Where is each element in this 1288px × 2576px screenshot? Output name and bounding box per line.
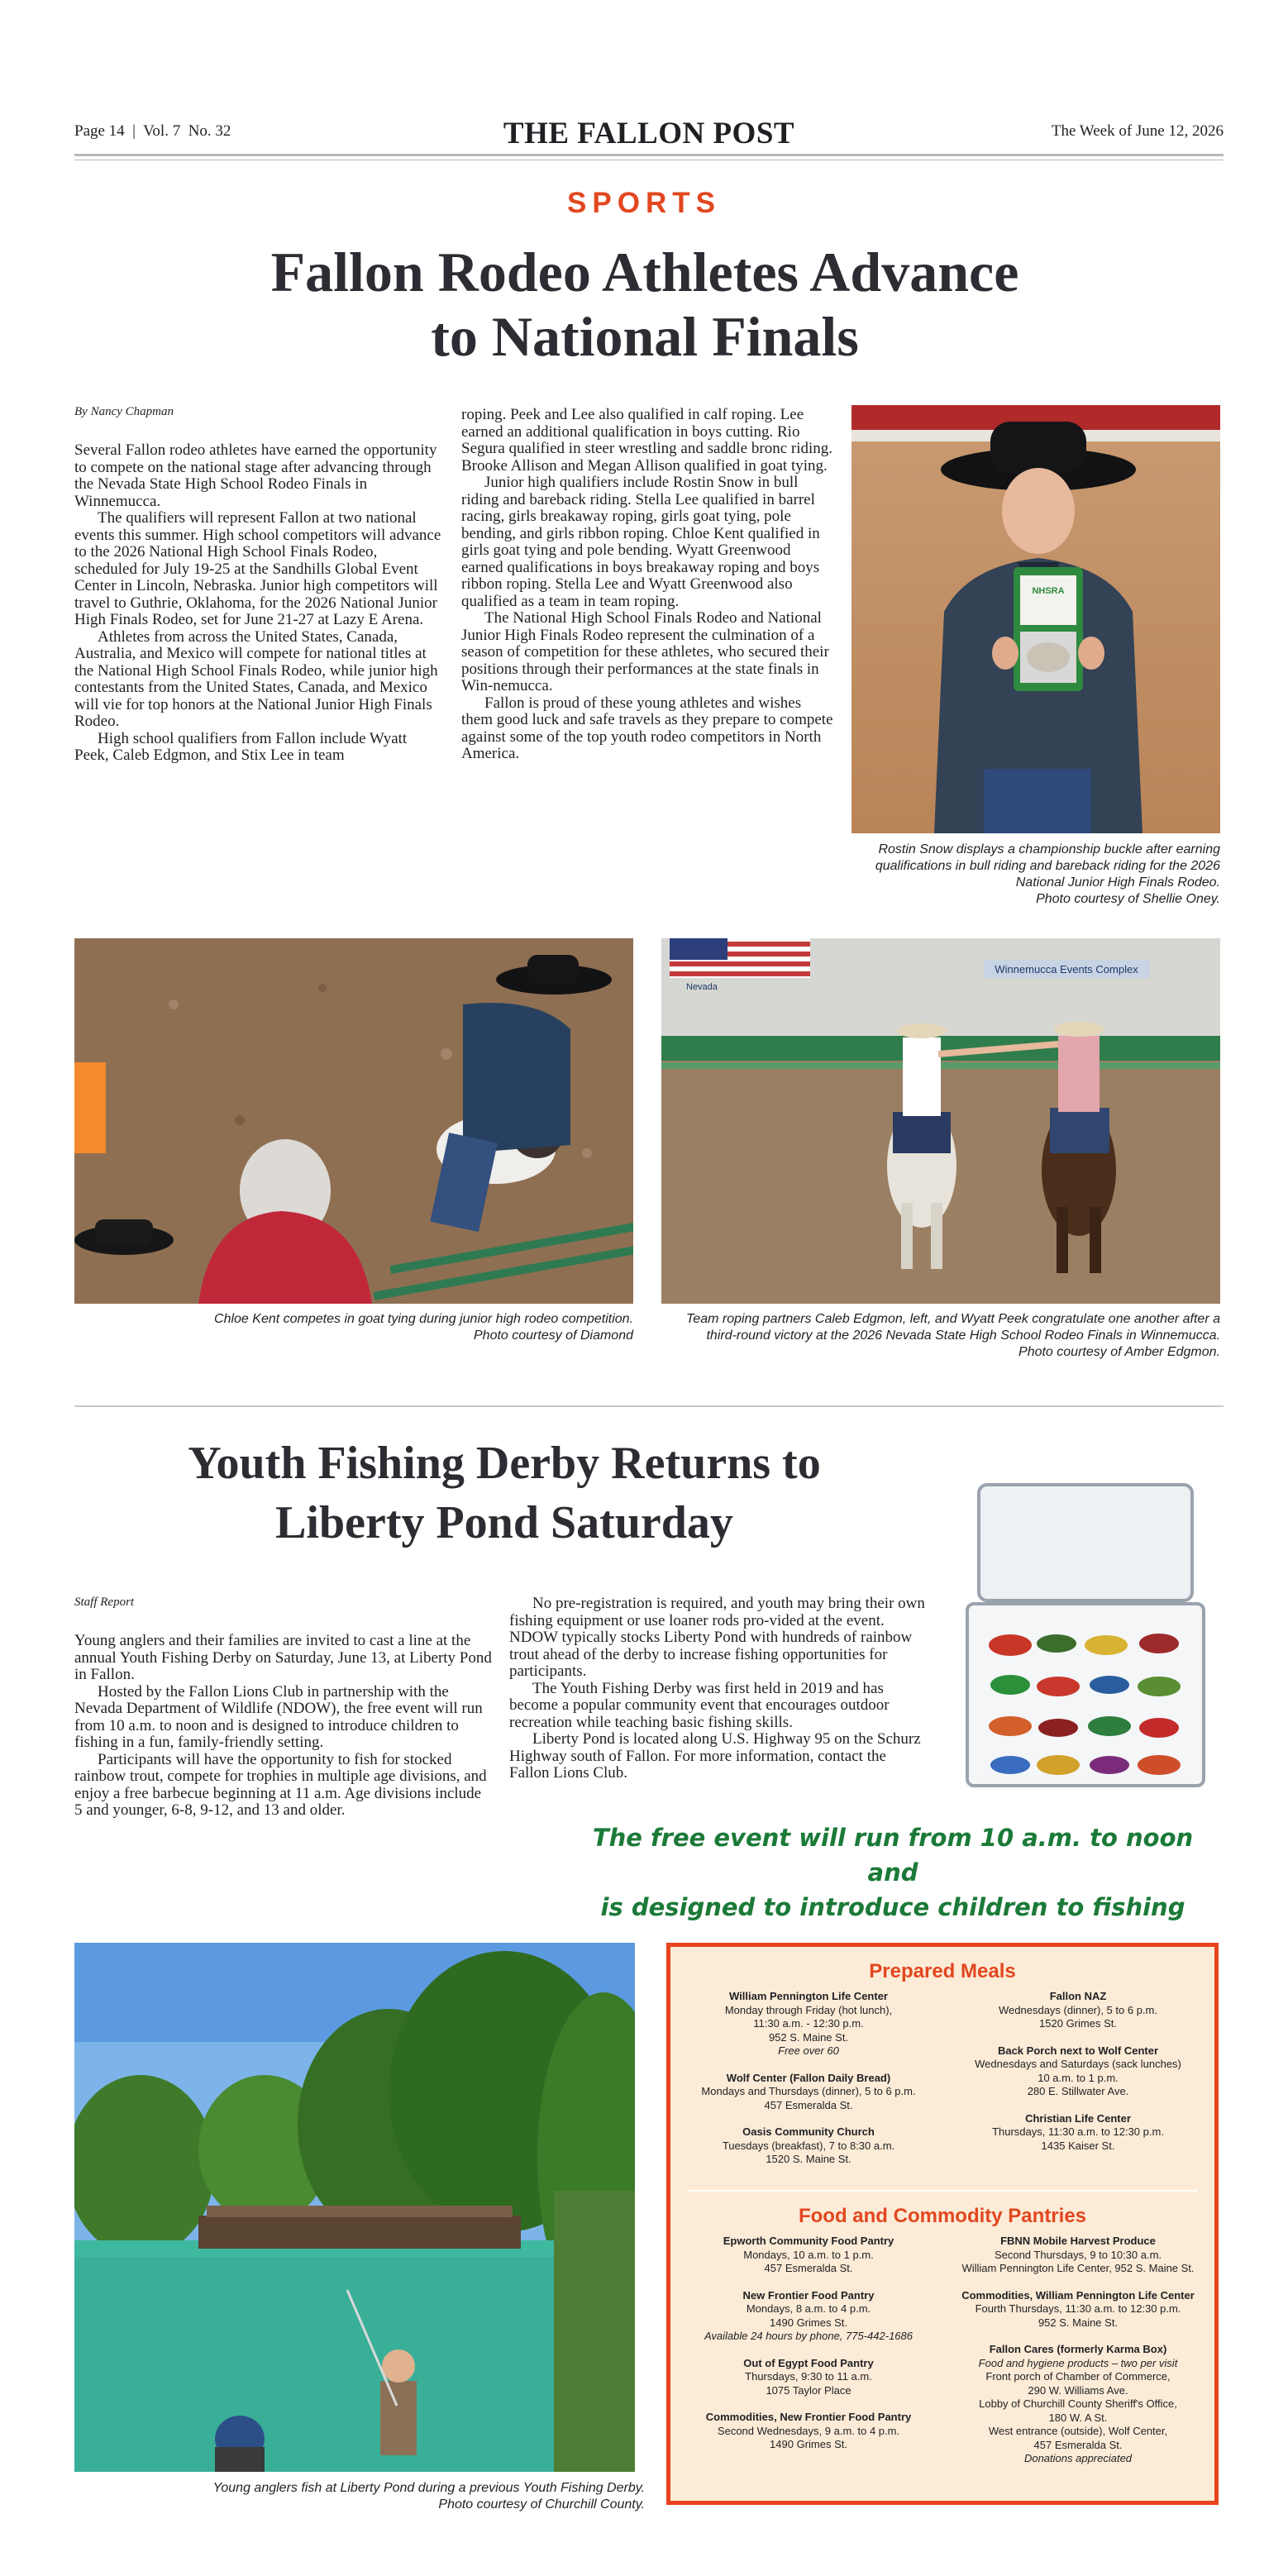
paragraph: The Youth Fishing Derby was first held in 2019 and has become a popular community event that encourages outdoor recreation while teaching basic fishing skills. bbox=[509, 1679, 890, 1731]
entry-name: Epworth Community Food Pantry bbox=[723, 2235, 894, 2247]
paragraph: The National High School Finals Rodeo and National Junior High Finals Rodeo represent the culmination of a season of competition for these athletes, who secured their positions through their performances at the state finals in Win-nemucca. bbox=[461, 609, 829, 694]
paragraph: Liberty Pond is located along U.S. Highway 95 on the Schurz Highway south of Fallon. For more information, contact the Fallon Lions Club. bbox=[509, 1730, 921, 1782]
entry-line: 1520 Grimes St. bbox=[1039, 2017, 1117, 2030]
buckle-text: NHSRA bbox=[1032, 586, 1065, 596]
entry-name: FBNN Mobile Harvest Produce bbox=[1000, 2235, 1156, 2247]
pull-quote-line: is designed to introduce children to fishing bbox=[600, 1893, 1185, 1921]
article1-column-1 bbox=[74, 442, 442, 765]
photo-chloe-kent bbox=[74, 938, 633, 1304]
arena-riders-image bbox=[661, 938, 1220, 1304]
entry-line: 11:30 a.m. - 12:30 p.m. bbox=[753, 2017, 864, 2030]
entry-line: 1435 Kaiser St. bbox=[1041, 2139, 1115, 2152]
entry-line: West entrance (outside), Wolf Center, bbox=[988, 2425, 1168, 2437]
caption-line: Rostin Snow displays a championship buckle after earning bbox=[878, 842, 1220, 856]
pantry-entry bbox=[947, 2235, 1209, 2276]
entry-name: Oasis Community Church bbox=[742, 2125, 875, 2138]
entry-name: Christian Life Center bbox=[1025, 2111, 1131, 2125]
pond-image bbox=[74, 1943, 635, 2472]
byline: Staff Report bbox=[74, 1596, 135, 1609]
photo-rostin-snow bbox=[852, 405, 1220, 833]
entry-line: Thursdays, 9:30 to 11 a.m. bbox=[745, 2370, 872, 2383]
entry-line: Mondays, 10 a.m. to 1 p.m. bbox=[743, 2248, 874, 2261]
caption-line: qualifications in bull riding and bareback riding for the 2026 bbox=[875, 859, 1220, 873]
entry-line: Mondays and Thursdays (dinner), 5 to 6 p.m. bbox=[701, 2085, 916, 2097]
section-label: SPORTS bbox=[567, 187, 721, 219]
entry-name: Commodities, New Frontier Food Pantry bbox=[705, 2411, 912, 2423]
masthead bbox=[74, 116, 1224, 155]
paragraph: Participants will have the opportunity to fish for stocked rainbow trout, compete for trophies in multiple age divisions, and enjoy a free barbecue beginning at 11 a.m. Age divisions include 5 and younger, 6-8, 9-12, and 13 and older. bbox=[74, 1750, 487, 1819]
entry-line: Lobby of Churchill County Sheriff's Office, bbox=[979, 2397, 1177, 2410]
paragraph: roping. Peek and Lee also qualified in calf roping. Lee earned an additional qualification in boys cutting. Rio Segura qualified in steer wrestling and saddle bronc riding. Brooke Allison and Megan Allison qualified in goat tying. bbox=[461, 406, 833, 475]
food-resources-box bbox=[666, 1943, 1219, 2505]
arena-sign: Winnemucca Events Complex bbox=[995, 963, 1138, 976]
entry-line: 290 W. Williams Ave. bbox=[1028, 2383, 1128, 2397]
entry-line: 180 W. A St. bbox=[1048, 2411, 1108, 2424]
entry-line: 280 E. Stillwater Ave. bbox=[1027, 2085, 1129, 2097]
article1-column-2 bbox=[461, 407, 833, 763]
article2-column-2 bbox=[509, 1596, 927, 1782]
entry-line: Thursdays, 11:30 a.m. to 12:30 p.m. bbox=[992, 2125, 1164, 2138]
entry-name: Fallon NAZ bbox=[1049, 1990, 1107, 2002]
pantries-title: Food and Commodity Pantries bbox=[798, 2205, 1087, 2227]
tackle-box-image bbox=[951, 1480, 1224, 1810]
meal-entry bbox=[947, 1990, 1209, 2031]
entry-line: Tuesdays (breakfast), 7 to 8:30 a.m. bbox=[722, 2139, 895, 2152]
paragraph: Several Fallon rodeo athletes have earned the opportunity to compete on the national stage after advancing through the Nevada State High School Rodeo Finals in Winnemucca. bbox=[74, 441, 437, 510]
entry-line: 10 a.m. to 1 p.m. bbox=[1038, 2071, 1119, 2084]
masthead-rule bbox=[74, 154, 1224, 156]
rodeo-portrait-image bbox=[852, 405, 1220, 833]
caption-line: Chloe Kent competes in goat tying during junior high rodeo competition. bbox=[214, 1312, 633, 1326]
entry-name: William Pennington Life Center bbox=[728, 1990, 888, 2002]
entry-name: Commodities, William Pennington Life Center bbox=[961, 2288, 1195, 2302]
caption-line: Photo courtesy of Shellie Oney. bbox=[1036, 892, 1220, 906]
section-divider bbox=[74, 1405, 1224, 1407]
entry-line: Second Thursdays, 9 to 10:30 a.m. bbox=[994, 2248, 1162, 2261]
entry-name: Out of Egypt Food Pantry bbox=[743, 2356, 874, 2369]
pantry-entry bbox=[947, 2289, 1209, 2330]
pull-quote bbox=[579, 1820, 1207, 1925]
headline-line: to National Finals bbox=[431, 305, 859, 368]
caption-line: third-round victory at the 2026 Nevada State High School Rodeo Finals in Winnemucca. bbox=[706, 1329, 1220, 1343]
pantries-right-column bbox=[947, 2235, 1209, 2466]
entry-line: 457 Esmeralda St. bbox=[764, 2098, 853, 2111]
issue-date: The Week of June 12, 2026 bbox=[1051, 122, 1224, 140]
paragraph: High school qualifiers from Fallon include Wyatt Peek, Caleb Edgmon, and Stix Lee in team bbox=[74, 729, 408, 764]
caption-line: Photo courtesy of Diamond bbox=[474, 1329, 633, 1343]
paragraph: No pre-registration is required, and youth may bring their own fishing equipment or use loaner rods pro-vided at the event. NDOW typically stocks Liberty Pond with hundreds of rainbow trout ahead of the derby to increase fishing opportunities for participants. bbox=[509, 1595, 925, 1680]
entry-name: Wolf Center (Fallon Daily Bread) bbox=[726, 2071, 891, 2084]
meals-right-column bbox=[947, 1990, 1209, 2153]
photo-liberty-pond bbox=[74, 1943, 635, 2472]
entry-line: Front porch of Chamber of Commerce, bbox=[985, 2370, 1171, 2383]
pantries-left-column bbox=[680, 2235, 937, 2452]
headline-line: Fallon Rodeo Athletes Advance bbox=[270, 241, 1019, 303]
meal-entry bbox=[680, 1990, 937, 2058]
entry-line: 457 Esmeralda St. bbox=[764, 2262, 853, 2274]
prepared-meals-title: Prepared Meals bbox=[869, 1960, 1016, 1982]
entry-note: Donations appreciated bbox=[1023, 2452, 1133, 2464]
caption-liberty-pond bbox=[74, 2480, 645, 2513]
photo-team-roping bbox=[661, 938, 1220, 1304]
entry-name: New Frontier Food Pantry bbox=[742, 2288, 875, 2302]
entry-line: 1075 Taylor Place bbox=[766, 2383, 852, 2397]
goat-tying-image bbox=[74, 938, 633, 1304]
entry-line: Fourth Thursdays, 11:30 a.m. to 12:30 p.m. bbox=[975, 2302, 1181, 2315]
entry-line: 952 S. Maine St. bbox=[1038, 2316, 1119, 2329]
photo-tackle-box bbox=[951, 1480, 1224, 1810]
article2-column-1 bbox=[74, 1633, 492, 1820]
entry-note: Free over 60 bbox=[778, 2044, 839, 2057]
entry-line: Mondays, 8 a.m. to 4 p.m. bbox=[746, 2302, 871, 2315]
headline-line: Liberty Pond Saturday bbox=[275, 1497, 733, 1548]
caption-chloe-kent bbox=[74, 1311, 633, 1344]
arena-sign-small: Nevada bbox=[686, 982, 718, 992]
meal-entry bbox=[680, 2072, 937, 2113]
caption-line: Young anglers fish at Liberty Pond during a previous Youth Fishing Derby. bbox=[212, 2481, 645, 2495]
pantry-entry bbox=[680, 2235, 937, 2276]
paper-name: THE FALLON POST bbox=[503, 117, 795, 150]
pantry-entry bbox=[680, 2289, 937, 2344]
entry-line: 1490 Grimes St. bbox=[770, 2438, 847, 2450]
entry-line: 952 S. Maine St. bbox=[768, 2030, 849, 2044]
paragraph: Hosted by the Fallon Lions Club in partnership with the Nevada Department of Wildlife (NDOW), the free event will run from 10 a.m. to noon and is designed to introduce children to fishing in a fun, family-friendly setting. bbox=[74, 1682, 483, 1751]
byline: By Nancy Chapman bbox=[74, 405, 174, 418]
caption-line: Photo courtesy of Amber Edgmon. bbox=[1018, 1345, 1220, 1359]
meals-left-column bbox=[680, 1990, 937, 2167]
pantry-entry bbox=[680, 2411, 937, 2452]
entry-line: Wednesdays (dinner), 5 to 6 p.m. bbox=[999, 2003, 1157, 2016]
article2-headline bbox=[116, 1433, 893, 1553]
pantry-entry bbox=[947, 2343, 1209, 2466]
caption-team-roping bbox=[653, 1311, 1220, 1361]
entry-line: Second Wednesdays, 9 a.m. to 4 p.m. bbox=[717, 2424, 900, 2437]
article1-headline bbox=[124, 240, 1166, 369]
caption-line: National Junior High Finals Rodeo. bbox=[1015, 875, 1220, 890]
caption-line: Team roping partners Caleb Edgmon, left, and Wyatt Peek congratulate one another after a bbox=[685, 1312, 1220, 1326]
paragraph: Junior high qualifiers include Rostin Snow in bull riding and bareback riding. Stella Lee qualified in barrel racing, girls breakaway roping, girls goat tying, pole bending, and girls ribbon roping. Chloe Kent qualified in girls goat tying and pole bending. Wyatt Greenwood earned qualifications in boys breakaway roping and boys ribbon roping. Stella Lee and Wyatt Greenwood also qualified as a team in team roping. bbox=[461, 474, 820, 610]
meal-entry bbox=[947, 2044, 1209, 2099]
pull-quote-line: The free event will run from 10 a.m. to noon and bbox=[592, 1824, 1194, 1887]
page-info: Page 14 | Vol. 7 No. 32 bbox=[74, 122, 231, 140]
entry-line: William Pennington Life Center, 952 S. Maine St. bbox=[961, 2262, 1195, 2274]
entry-line: Wednesdays and Saturdays (sack lunches) bbox=[975, 2058, 1181, 2070]
paragraph: Athletes from across the United States, Canada, Australia, and Mexico will compete for national titles at the National High School Finals Rodeo, while junior high contestants from the United States, Canada, and Mexico will vie for top honors at the National Junior High Finals Rodeo. bbox=[74, 627, 438, 730]
box-divider bbox=[687, 2190, 1198, 2192]
caption-rostin-snow bbox=[827, 842, 1220, 908]
caption-line: Photo courtesy of Churchill County. bbox=[438, 2497, 645, 2512]
meal-entry bbox=[680, 2125, 937, 2167]
entry-line: 1490 Grimes St. bbox=[770, 2316, 847, 2329]
paragraph: Young anglers and their families are invited to cast a line at the annual Youth Fishing Derby on Saturday, June 13, at Liberty Pond in Fallon. bbox=[74, 1632, 492, 1683]
entry-line: 1520 S. Maine St. bbox=[766, 2153, 852, 2165]
pantry-entry bbox=[680, 2357, 937, 2398]
meal-entry bbox=[947, 2112, 1209, 2154]
entry-line: Monday through Friday (hot lunch), bbox=[724, 2003, 893, 2016]
headline-line: Youth Fishing Derby Returns to bbox=[188, 1438, 821, 1489]
entry-name: Back Porch next to Wolf Center bbox=[997, 2044, 1159, 2057]
paragraph: Fallon is proud of these young athletes and wishes them good luck and safe travels as they prepare to compete against some of the top youth rodeo competitors in North America. bbox=[461, 694, 833, 762]
entry-line: 457 Esmeralda St. bbox=[1033, 2438, 1123, 2451]
paragraph: The qualifiers will represent Fallon at two national events this summer. High school competitors will advance to the 2026 National High School Finals Rodeo, scheduled for July 19-25 at the Sandhills Global Event Center in Lincoln, Nebraska. Junior high competitors will travel to Guthrie, Oklahoma, for the 2026 National Junior High Finals Rodeo, set for June 21-27 at Lazy E Arena. bbox=[74, 509, 441, 628]
entry-note: Food and hygiene products – two per visit bbox=[978, 2356, 1178, 2369]
entry-name: Fallon Cares (formerly Karma Box) bbox=[989, 2343, 1167, 2355]
entry-note: Available 24 hours by phone, 775-442-1686 bbox=[704, 2330, 913, 2342]
